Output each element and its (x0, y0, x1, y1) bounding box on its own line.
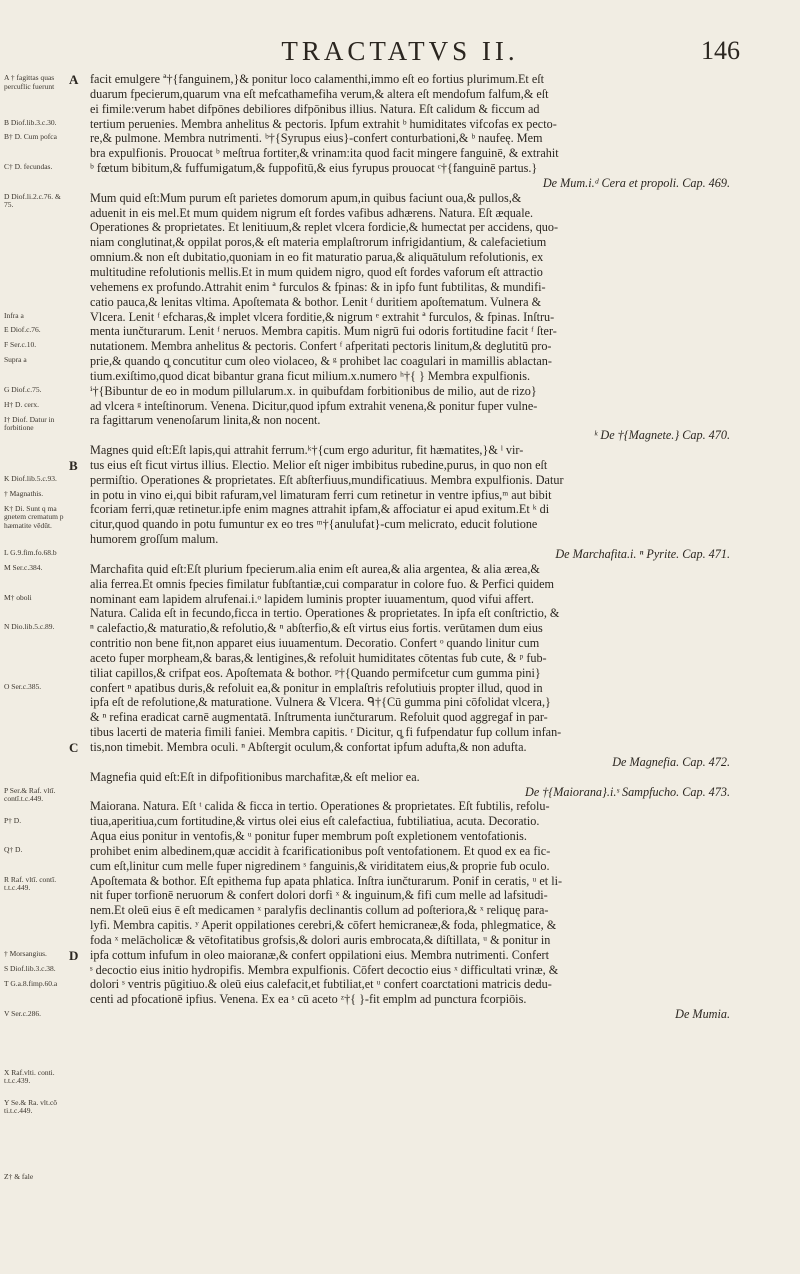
text-line: Magnefia quid eſt:Eſt in difpofitionibus marchafitæ,& eſt melior ea. (90, 769, 420, 784)
margin-note: B† D. Cum pofca (4, 132, 57, 142)
text-line: Apoſtemata & bothor. Eſt epithema fup apata phlatica. Inſtra iunčturarum. Ponif in ceratis, ᵘ et li- (90, 873, 563, 888)
section-letter: A (69, 72, 79, 87)
margin-notes (0, 72, 68, 1262)
text-line: De Mumia. (675, 1007, 730, 1022)
text-line: catio pauca,& lenitas vltima. Apoſtemata & bothor. Lenit ᶠ duritiem apoſtematum. Vulnera & (90, 294, 542, 309)
margin-note: Q† D. (4, 845, 23, 855)
text-line: ra fagittarum venenoſarum linita,& non nocent. (90, 413, 321, 428)
text-line: bra expulfionis. Prouocat ᵇ meſtrua fortiter,& vrinam:ita quod facit mingere fanguinē, & extrahit (90, 146, 559, 161)
section-letter: B (69, 458, 78, 474)
margin-note: V Ser.c.286. (4, 1008, 41, 1018)
margin-note: K† Di. Sunt q ma gnetem crematum p hæmatite vēdūt. (4, 503, 64, 530)
text-line: alia ferrea.Et omnis fpecies fimilatur fubſtantiæ,cui comparatur in colore fuo. & Perfici quidem (90, 576, 554, 591)
text-line: facit emulgere ª†{fanguinem,}& ponitur loco calamenthi,immo eſt eo fortius plurimum.Et eſt (90, 72, 545, 86)
text-line: ipfa cottum infufum in oleo maioranæ,& confert oppilationi eius. Membra nutrimenti. Confert (90, 947, 549, 962)
margin-note: Supra a (4, 355, 27, 365)
margin-note: P† D. (4, 815, 22, 825)
text-line: prohibet enim albedinem,quæ accidit à fcarificationibus poſt ventofationem. Et quod ex ea fic- (90, 843, 551, 858)
margin-note: S Diof.lib.3.c.38. (4, 964, 56, 973)
text-line: menta iunčturarum. Lenit ᶠ neruos. Membra capitis. Mum nigrū fui odoris fortitudine facit ᶠ ſter- (90, 324, 557, 339)
text-line: nutationem. Membra anhelitus & pectoris. Confert ᶠ afperitati pectoris linitum,& deglutitū pro- (90, 339, 552, 354)
section-letter: C (69, 740, 79, 756)
text-line: re,& pulmone. Membra nutrimenti. ᵇ†{Syrupus eius}-confert conturbationi,& ᵇ naufeę. Mem (90, 131, 543, 146)
margin-note: C† D. fecundas. (4, 162, 53, 172)
margin-note: B Diof.lib.3.c.30. (4, 117, 57, 127)
page-title: TRACTATVS II. (281, 36, 519, 66)
text-line: tium.exiſtimo,quod dicat bibantur grana ficut milium.x.numero ʰ†{ } Membra expulfionis. (90, 368, 531, 383)
text-line: permiſtio. Operationes & proprietates. Eſt abſterfiuus,mundificatiuus. Membra expulfionis. Datur (90, 472, 564, 487)
text-line: fcoriam ferri,quæ retinetur.ipfe enim magnes attrahit ipfam,& affociatur ei apud exitum.Et ᵏ di (90, 502, 550, 517)
text-line: confert ⁿ apatibus duris,& refoluit ea,& ponitur in emplaſtris refolutiuis propter illud, quod in (90, 680, 543, 695)
text-line: ⁿ calefactio,& maturatio,& refolutio,& ⁿ abſterfio,& eſt virtus eius fortis. verūtamen dum eius (90, 621, 543, 636)
text-line: aceto fuper morpheam,& baras,& lentigines,& refoluit humiditates cōtentas fub cute, & ᵖ fub- (90, 650, 547, 665)
text-line: Vlcera. Lenit ᶠ efcharas,& implet vlcera forditie,& nigrum ᵉ extrahit ª furculos, & fpinas. Inſtru- (90, 309, 555, 324)
text-line: prie,& quando q̧ concutitur cum oleo violaceo, & ᵍ prohibet lac coagulari in mamillis ablactan- (90, 354, 552, 369)
margin-note: F Ser.c.10. (4, 340, 37, 350)
text-line: niam conglutinat,& oppilat poros,& eſt materia emplaſtrorum infrigidantium, & calefacietium (90, 235, 547, 250)
text-line: Natura. Calida eſt in fecundo,ficca in tertio. Operationes & proprietates. In ipfa eſt conſtrictio, & (90, 606, 560, 621)
margin-note: O Ser.c.385. (4, 681, 42, 691)
text-line: ᵇ fœtum bibitum,& fuffumigatum,& fuppofitū,& eius fyrupus prouocat ᶜ†{fanguinē partus.} (90, 161, 538, 176)
text-line: lyfi. Membra capitis. ʸ Aperit oppilationes cerebri,& cōfert hemicraneæ,& foda, phlegmatice, & (90, 918, 557, 933)
text-line: tibus lacerti de materia fimili faniei. Membra capitis. ʳ Dicitur, q̧ fi fufpendatur fup collum infan- (90, 725, 562, 740)
margin-note: K Diof.lib.5.c.93. (4, 473, 57, 483)
margin-note: N Dio.lib.5.c.89. (4, 622, 55, 632)
margin-note: I† Diof. Datur in forbitione (4, 414, 55, 433)
page-number: 146 (701, 36, 740, 65)
text-line: ad vlcera ᵍ inteſtinorum. Venena. Dicitur,quod ipfum extrahit venena,& ponitur fuper vulne- (90, 398, 538, 413)
margin-note: M Ser.c.384. (4, 563, 43, 573)
text-line: cum eſt,linitur cum melle fuper nigredinem ˢ fanguinis,& viriditatem eius,& proprie fub oculo. (90, 858, 550, 873)
text-line: tiua,aperitiua,cum fortitudine,& virtus olei eius eſt calefactiua, fubtiliatiua, acuta. Decoratio. (90, 814, 540, 829)
text-line: & ⁿ refina eradicat carnē augmentatā. Inſtrumenta iunčturarum. Refoluit quod aggregaf in par- (90, 710, 548, 725)
margin-note: D Diof.li.2.c.76. & 75. (4, 191, 61, 210)
text-line: De Marchafita.i. ⁿ Pyrite. Cap. 471. (555, 547, 730, 561)
margin-note: P Ser.& Raf. vltī. contī.t.c.449. (4, 785, 56, 804)
margin-note: T G.a.8.fimp.60.a (4, 978, 58, 988)
text-line: Maiorana. Natura. Eſt ᵗ calida & ficca in tertio. Operationes & proprietates. Eſt fubtilis, refolu- (90, 799, 550, 814)
margin-note: L G.9.fim.fo.68.b (4, 548, 57, 558)
text-line: ipfa eſt de refolutione,& maturatione. Vulnera & Vlcera. ᑫ†{Cū gumma pini cōfolidat vlcera,} (90, 695, 551, 710)
running-head (0, 34, 800, 68)
margin-note: A † fagittas quas percuflic fuerunt (4, 73, 55, 91)
text-line: centi ad pfocationē ipfius. Venena. Ex ea ˢ cū aceto ᶻ†{ }-fit emplm ad punctura fcorpiōis. (90, 992, 527, 1007)
text-line: nem.Et oleū eius ē eſt medicamen ˣ paralyfis declinantis collum ad poſteriora,& ˣ reliquę para- (90, 903, 549, 918)
margin-note: E Diof.c.76. (4, 325, 41, 335)
section-letter: D (69, 948, 79, 964)
margin-note: X Raf.vlti. conti. t.t.c.439. (4, 1067, 55, 1086)
margin-note: Y Se.& Ra. vlt.cō ti.t.c.449. (4, 1097, 58, 1116)
text-line: vehemens ex profundo.Attrahit enim ª furculos & fpinas: & in ipfo funt fubtilitas, & mundifi- (90, 279, 546, 294)
text-line: ei fimile:verum habet difpōnes debiliores difpōnibus illius. Natura. Eſt calidum & ficcum ad (90, 101, 540, 116)
text-line: nominant eam lapidem alrufenai.i.ᵒ lapidem luminis propter iuuamentum, quod vifui affert. (90, 591, 534, 606)
margin-note: Infra a (4, 310, 24, 320)
text-line: multitudine refolutionis mellis.Et in mum quidem nigro, quod eſt fordes vaforum eſt attractio (90, 264, 543, 279)
margin-note: M† oboli (4, 592, 32, 602)
margin-note: † Magnathis. (4, 488, 44, 498)
text-line: aduenit in eis mel.Et mum quidem nigrum eſt fordes vafibus adhærens. Natura. Eſt æquale. (90, 205, 534, 220)
text-line: humorem groſſum malum. (90, 532, 219, 547)
text-line: foda ˣ melācholicæ & vētofitatibus grofsis,& dolori auris embrocata,& diſtillata, ᵘ & ponitur in (90, 932, 551, 947)
text-line: nit fuper torfionē neruorum & confert dolori dorfi ˣ & inguinum,& fifi cum melle ad lafsitudi- (90, 888, 548, 903)
text-line: Operationes & proprietates. Et lenitiuum,& replet vlcera fordicie,& humectat per accidens, quo- (90, 220, 559, 235)
margin-note: R Raf. vltī. contī. t.t.c.449. (4, 874, 57, 893)
main-text (90, 72, 770, 1262)
text-line: in potu in vino ei,qui bibit rafuram,vel limaturam ferri cum retinetur in ventre ipfius,ᵐ aut bibit (90, 487, 552, 502)
text-line: contritio non bene fit,non apparet eius iuuamentum. Decoratio. Confert ᵒ quando linitur cum (90, 636, 540, 651)
text-line: dolori ˢ ventris pūgitiuo.& oleū eius calefacit,et fubtiliat,et ᵘ confert coarctationi matricis dedu- (90, 977, 552, 992)
text-line: ⁱ†{Bibuntur de eo in modum pillularum.x. in quibufdam forbitionibus de milio, aut de rizo} (90, 383, 537, 398)
text-line: De Mum.i.ᵈ Cera et propoli. Cap. 469. (542, 175, 730, 190)
margin-note: † Morsangius. (4, 949, 47, 959)
text-line: tis,non timebit. Membra oculi. ⁿ Abſtergit oculum,& confortat ipfum adufta,& non adufta. (90, 739, 527, 754)
text-line: Magnes quid eſt:Eſt lapis,qui attrahit ferrum.ᵏ†{cum ergo aduritur, fit hæmatites,}& ˡ vir- (90, 443, 524, 458)
margin-note: G Diof.c.75. (4, 384, 42, 394)
text-line: tertium peruenies. Membra anhelitus & pectoris. Ipfum extrahit ᵇ humiditates vifcofas ex pecto- (90, 116, 557, 131)
text-line: citur,quod quando in potu fumuntur ex eo tres ᵐ†{anulufat}-cum melicrato, educit folutione (90, 517, 538, 532)
text-line: ᵏ De †{Magnete.} Cap. 470. (593, 428, 730, 443)
text-line: Mum quid eſt:Mum purum eſt parietes domorum apum,in quibus faciunt oua,& pullos,& (90, 190, 522, 205)
text-line: De Magnefia. Cap. 472. (612, 754, 730, 769)
text-line: tiliat capillos,& crifpat eos. Apoſtemata & bothor. ᵖ†{Quando permifcetur cum gumma pini} (90, 665, 541, 680)
margin-note: H† D. cerx. (4, 399, 39, 409)
text-line: ˢ decoctio eius initio hydropifis. Membra expulfionis. Cōfert decoctio eius ˣ difficultati vrinæ, & (90, 962, 559, 977)
text-line: Aqua eius ponitur in ventofis,& ᵘ ponitur fuper membrum poſt expletionem ventofationis. (90, 829, 527, 844)
margin-note: Z† & fale (4, 1171, 34, 1181)
text-line: duarum fpecierum,quarum vna eſt mefcathamefiha verum,& altera eſt mendofum falfum,& eſt (90, 86, 549, 101)
text-line: tus eius eſt ficut virtus illius. Electio. Melior eſt niger imbibitus rubedine,purus, in quo non eſt (90, 457, 548, 472)
text-line: De †{Maiorana}.i.ˢ Sampfucho. Cap. 473. (525, 784, 730, 799)
text-line: omnium.& non eſt dubitatio,quoniam in eo fit maturatio parua,& aliquātulum refolutionis, ex (90, 250, 544, 265)
text-line: Marchafita quid eſt:Eſt plurium fpecierum.alia enim eſt aurea,& alia argentea, & alia ærea,& (90, 561, 540, 576)
